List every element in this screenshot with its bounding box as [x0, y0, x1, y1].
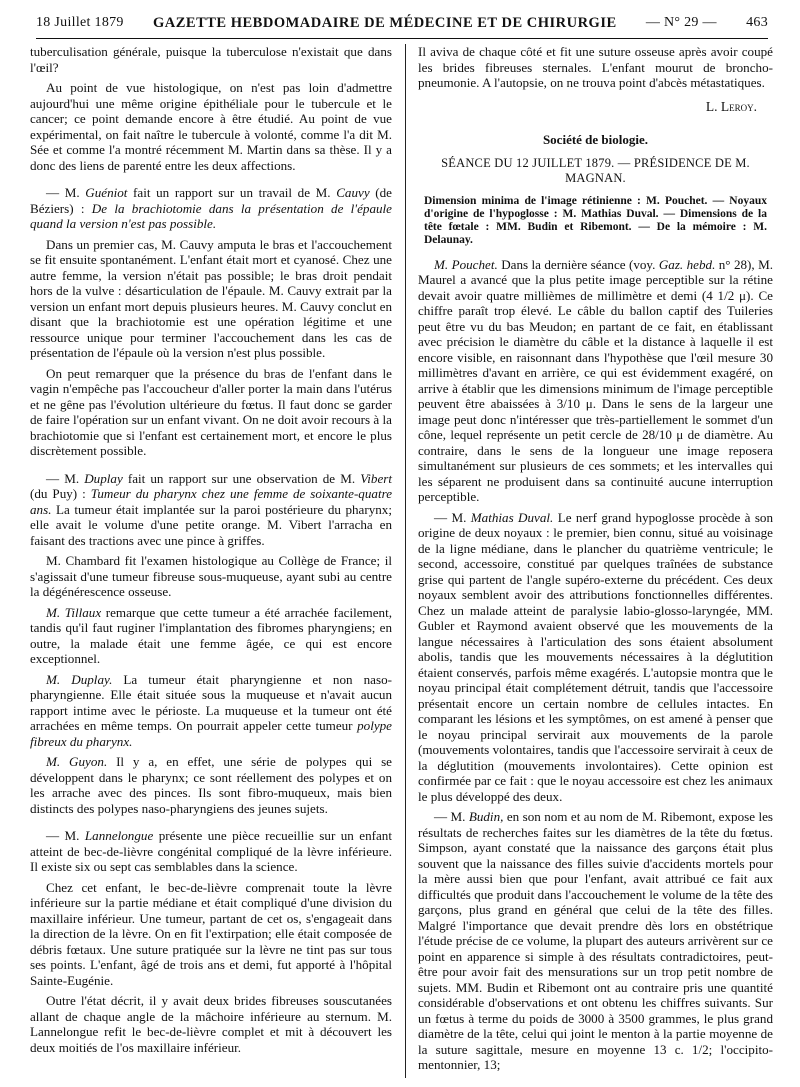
session-heading: SÉANCE DU 12 JUILLET 1879. — PRÉSIDENCE DE M. MAGNAN. [441, 155, 750, 185]
author-name: Cauvy [336, 185, 370, 200]
left-column [30, 44, 392, 1060]
author-name: Duplay [84, 470, 123, 486]
paragraph-guyon: M. Guyon. Il y a, en effet, une série de polypes qui se développent dans le pharynx; ce sont réellement des polypes et on les arrache avec des pinces. Ils sont fibro-muqueux, mais bien distincts des polypes naso-pharyngiens des jeunes sujets. [30, 754, 392, 816]
paragraph-duval: — M. Mathias Duval. Le nerf grand hypoglosse procède à son origine de deux noyaux : le premier, bien connu, situé au voisinage de la ligne médiane, dans le plancher du quatrième ventricule; le second, accessoire, constitué par quelques traînées de substance grise qui partent de l'angle supéro-externe du précédent. Ces deux noyaux semblent avoir des attributions fonctionnelles différentes. Chez un malade atteint de paralysie labio-glosso-laryngée, MM. Gubler et Raymond avaient observé que les mouvements de la langue nécessaires à l'articulation des sons étaient absolument abolis, tandis que les mouvements nécessaires à la déglutition étaient conservés, parfois même exagérés. L'autopsie montra que le noyau principal était complétement détruit, tandis que l'accessoire présentait encore un certain nombre de cellules intactes. En comparant les lésions et les symptômes, on est amené à penser que le noyau principal servirait aux mouvements de la parole (mouvements volontaires, tandis que l'accessoire servirait à ceux de la déglutition (mouvements involontaires). Cette opinion est confirmée par ce fait : que le noyau accessoire est chez les animaux le plus développé des deux. [418, 509, 774, 804]
author-name: Lannelongue [84, 828, 154, 843]
paragraph-duplay: — M. Duplay fait un rapport sur une observation de M. Vibert (du Puy) : Tumeur du pharynx chez une femme de soixante-quatre ans. La tumeur était implantée sur la paroi postérieure du pharynx; elle avait le volume d'une petite orange. M. Vibert l'arracha en faisant des tractions avec une pince à griffes. [30, 470, 393, 548]
author-name: Vibert [360, 470, 392, 486]
journal-title: GAZETTE HEBDOMADAIRE DE MÉDECINE ET DE CHIRURGIE [153, 14, 617, 31]
report-title: De la brachiotomie dans la présentation de l'épaule quand la version n'est pas possible. [30, 200, 392, 231]
paragraph-pouchet: M. Pouchet. Dans la dernière séance (voy. Gaz. hebd. n° 28), M. Maurel a avancé que la plus petite image perceptible sur la rétine devait avoir quatre millièmes de millimètre et demi (4 1/2 μ). Ce chiffre paraît trop élevé. Le câble du ballon captif des Tuileries peut être vu du bas Meudon; en partant de ce fait, en établissant avec précision le diamètre du câble et la distance à laquelle il est encore visible, en raisonnant dans l'hypothèse que l'œil mesure 30 millimètres d'avant en arrière, ce qui est évidemment exagéré, on arrive à établir que les dimensions minimum de l'image perceptible peuvent être abaissées à 3/10 μ. Dans le sens de la largeur une image peut donc n'intéresser que très-partiellement le sommet d'un cône, lequel représente un petit cercle de 28/10 μ de diamètre. Au contraire, dans le sens de la longueur une image reposera simultanément sur plusieurs de ces sommets; et les intervalles qui les séparent ne produisent dans sa continuité aucune interruption perceptible. [418, 256, 774, 504]
paragraph: M. Chambard fit l'examen histologique au Collège de France; il s'agissait d'une tumeur fibreuse sous-muqueuse, ayant subi au centre la dégénérescence osseuse. [30, 553, 392, 599]
speaker-name: M. Guyon. [46, 754, 108, 769]
issue-number: — N° 29 — [645, 15, 717, 30]
speaker-name: Budin, [468, 809, 504, 824]
section-title: Société de biologie. [542, 132, 649, 147]
paragraph: On peut remarquer que la présence du bras de l'enfant dans le vagin n'empêche pas l'accoucheur d'aller porter la main dans l'utérus et ne gêne pas l'évolution ultérieure du fœtus. Il faut donc se garder de faire l'opération sur un enfant vivant. On ne doit avoir recours à la brachiotomie que si l'enfant est certainement mort, et encore le plus discrètement possible. [30, 365, 392, 458]
paragraph-tillaux: M. Tillaux remarque que cette tumeur a été arrachée facilement, tandis qu'il faut ruginer l'implantation des fibromes pharyngiens; en outre, la malade était une femme âgée, ce qui est encore exceptionnel. [30, 604, 392, 666]
session-summary: Dimension minima de l'image rétinienne : M. Pouchet. — Noyaux d'origine de l'hypoglosse : M. Mathias Duval. — Dimensions de la tête fœtale : MM. Budin et Ribemont. — De la mémoire : M. Delaunay. [424, 194, 767, 246]
author-name: Guéniot [85, 185, 128, 200]
paragraph: Outre l'état décrit, il y avait deux brides fibreuses souscutanées allant de chaque angle de la mâchoire inférieure au sternum. M. Lannelongue refit le bec-de-lièvre complet et mit à découvert les deux moitiés de l'os maxillaire inférieur. [30, 993, 392, 1055]
paragraph-budin: — M. Budin, en son nom et au nom de M. Ribemont, expose les résultats de recherches faites sur les diamètres de la tête du fœtus. Simpson, ayant constaté que la naissance des garçons était plus souvent que la naissance des filles suivie d'accidents mortels pour la mère aussi bien que pour l'enfant, avait attribué ce fait aux difficultés que produit dans l'accouchement le volume de la tête des garçons, plus grand en général que celui de la tête des filles. Malgré l'importance que devait prendre dès lors en obstétrique l'étude précise de ce volume, la plupart des auteurs arrivèrent sur ce point en apparence si simple à des résultats contradictoires, peut-être pour avoir fait des mensurations sur un trop petit nombre de sujets. MM. Budin et Ribemont ont au contraire pris une quantité considérable d'observations et ont obtenu les chiffres suivants. Sur un fœtus à terme du poids de 3000 à 3500 grammes, le plus grand diamètre de la tête, celui qui joint le menton à la partie moyenne de la suture sagittale, mesure en moyenne 13 c. 1/2; l'occipito-mentonnier, 13; [418, 809, 773, 1072]
paragraph: Au point de vue histologique, on n'est pas loin d'admettre aujourd'hui une même origine épithéliale pour le tubercule et le cancer; ce point demande encore à être étudié. Au point de vue expérimental, on fait naître le tubercule à volonté, comme l'a dit M. Sée et comme l'a montré récemment M. Martin dans sa thèse. Il y a donc des liens de parenté entre les deux affections. [30, 80, 392, 173]
column-divider [405, 44, 406, 1078]
header-date: 18 Juillet 1879 [36, 15, 124, 30]
paragraph: Dans un premier cas, M. Cauvy amputa le bras et l'accouchement se fit ensuite spontanément. L'enfant était mort et cyanosé. Chez une autre femme, la version n'était pas possible; le bras droit pendait hors de la vulve : désarticulation de l'épaule. M. Cauvy extrait par la version un enfant mort depuis plusieurs heures. M. Cauvy conclut en disant que la brachiotomie est une opération légitime et une ressource unique pour terminer l'accouchement dans les cas de présentation de l'épaule où la version n'est plus possible. [30, 236, 392, 360]
speaker-name: M. Pouchet. [434, 256, 498, 272]
speaker-name: M. Duplay. [46, 671, 113, 687]
right-column [418, 44, 773, 1078]
signature: L. Leroy. [705, 98, 757, 114]
paragraph: Chez cet enfant, le bec-de-lièvre comprenait toute la lèvre inférieure sur la partie médiane et était compliqué d'une division du maxillaire inférieur. Une tumeur, partant de cet os, s'engageait dans la direction de la lèvre. On en fit l'extirpation; elle était composée de débris fœtaux. Une suture pratiquée sur la lèvre ne tint pas sur tous ses points. L'enfant, âgé de trois ans et demi, fut apporté à l'hôpital Sainte-Eugénie. [30, 879, 392, 988]
speaker-name: M. Tillaux [46, 604, 102, 620]
paragraph-lannelongue: — M. Lannelongue présente une pièce recueillie sur un enfant atteint de bec-de-lièvre congénital compliqué de la lèvre inférieure. Il existe six ou sept cas semblables dans la science. [30, 828, 392, 874]
paragraph-gueniot: — M. Guéniot fait un rapport sur un travail de M. Cauvy (de Béziers) : De la brachiotomie dans la présentation de l'épaule quand la version n'est pas possible. [30, 185, 392, 231]
report-title: Tumeur du pharynx chez une femme de soixante-quatre ans. [30, 486, 393, 517]
page-number: 463 [746, 15, 768, 30]
page-header [36, 8, 768, 39]
paragraph: tuberculisation générale, puisque la tuberculose n'existait que dans l'œil? [30, 44, 392, 75]
paragraph-duplay-reply: M. Duplay. La tumeur était pharyngienne et non naso-pharyngienne. Elle était située sous la muqueuse et n'avait aucun rapport intime avec le périoste. La muqueuse et la tumeur ont été arrachées en même temps. On pourrait appeler cette tumeur polype fibreux du pharynx. [30, 671, 392, 749]
paragraph: Il aviva de chaque côté et fit une suture osseuse après avoir coupé les brides fibreuses sternales. L'enfant mourut de broncho-pneumonie. A l'autopsie, on ne trouva point d'abcès métastatiques. [418, 44, 773, 90]
speaker-name: Mathias Duval. [470, 509, 554, 525]
